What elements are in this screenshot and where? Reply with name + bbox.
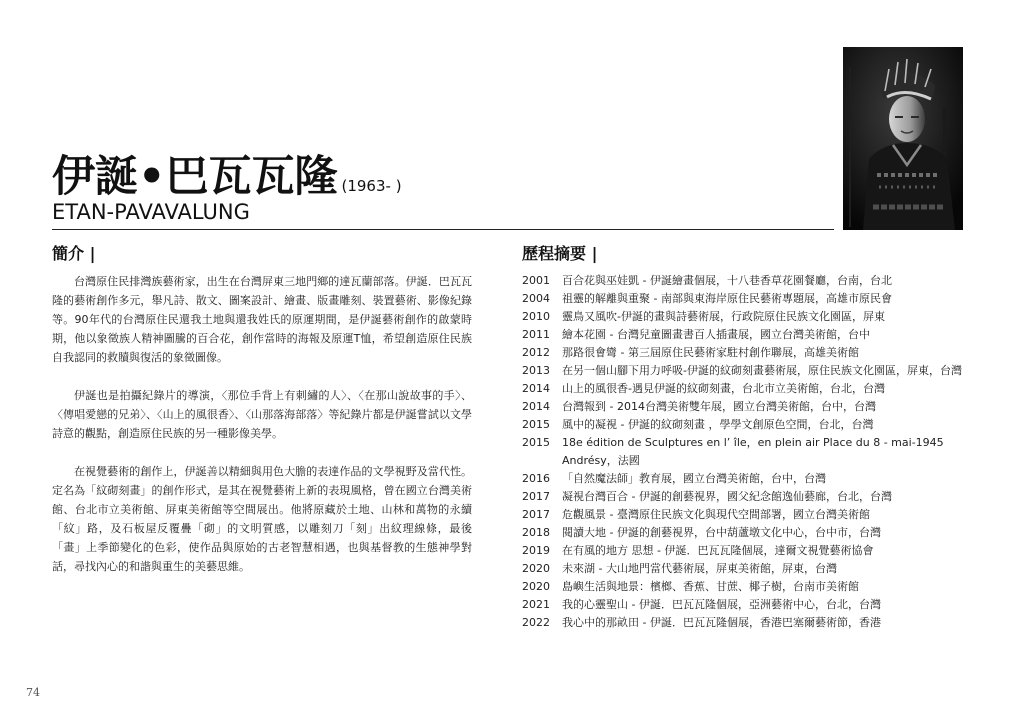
history-year: 2001 — [522, 274, 550, 287]
history-text: 山上的風很香-遇見伊誕的紋砌刻畫，台北市立美術館，台北，台灣 — [562, 382, 885, 395]
exhibition-history-list — [522, 272, 972, 632]
history-year: 2004 — [522, 292, 550, 305]
history-heading-text: 歷程摘要 — [522, 244, 587, 263]
history-year: 2021 — [522, 598, 550, 611]
history-text: 台灣報到 - 2014台灣美術雙年展，國立台灣美術館，台中，台灣 — [562, 400, 876, 413]
history-year: 2020 — [522, 580, 550, 593]
history-text: 我的心靈聖山 - 伊誕．巴瓦瓦隆個展，亞洲藝術中心，台北，台灣 — [562, 598, 881, 611]
history-item — [522, 542, 972, 560]
history-text: 風中的凝視 - 伊誕的紋砌刻畫 ，學學文創原色空間，台北，台灣 — [562, 418, 874, 431]
history-item — [522, 560, 972, 578]
history-year: 2014 — [522, 400, 550, 413]
portrait-image — [843, 47, 963, 230]
history-text: 未來湖 - 大山地門當代藝術展，屏東美術館，屏東，台灣 — [562, 562, 837, 575]
history-text: 在另一個山腳下用力呼吸-伊誕的紋砌刻畫藝術展，原住民族文化園區，屏東，台灣 — [562, 364, 962, 377]
history-item — [522, 578, 972, 596]
history-year: 2016 — [522, 472, 550, 485]
history-item — [522, 416, 972, 434]
history-year: 2022 — [522, 616, 550, 629]
history-item — [522, 398, 972, 416]
history-item — [522, 272, 972, 290]
history-item — [522, 596, 972, 614]
bio-paragraph: 伊誕也是拍攝紀錄片的導演，〈那位手背上有刺繡的人〉、〈在那山說故事的手〉、〈傳唱愛戀的兄弟〉、〈山上的風很香〉、〈山那落海部落〉等紀錄片都是伊誕嘗試以文學詩意的觀點，創造原住民族的另一種影像美學。 — [52, 389, 472, 440]
history-item — [522, 362, 972, 380]
history-year: 2015 — [522, 418, 550, 431]
history-year: 2015 — [522, 436, 550, 449]
history-year: 2018 — [522, 526, 550, 539]
history-year: 2011 — [522, 328, 550, 341]
history-text: 祖靈的解離與重聚 - 南部與東海岸原住民藝術專題展，高雄市原民會 — [562, 292, 892, 305]
history-year: 2012 — [522, 346, 550, 359]
history-item — [522, 614, 972, 632]
history-item — [522, 506, 972, 524]
history-text: 閱讀大地 - 伊誕的創藝視界，台中葫蘆墩文化中心，台中市，台灣 — [562, 526, 881, 539]
bio-paragraph: 在視覺藝術的創作上，伊誕善以精細與用色大膽的表達作品的文學視野及當代性。定名為「紋砌刻畫」的創作形式，是其在視覺藝術上新的表現風格，曾在國立台灣美術館、台北市立美術館、屏東美術館等空間展出。他將原藏於土地、山林和萬物的永續「紋」路，及石板屋反覆疊「砌」的文明質感，以雕刻刀「刻」出紋理線條，最後「畫」上季節變化的色彩，使作品與原始的古老智慧相遇，也與基督教的生態神學對話，尋找內心的和諧與重生的美藝思維。 — [52, 465, 472, 573]
history-year: 2017 — [522, 490, 550, 503]
history-year: 2013 — [522, 364, 550, 377]
history-item — [522, 488, 972, 506]
artist-name-english: ETAN-PAVAVALUNG — [52, 200, 250, 224]
history-text: 靈鳥又風吹-伊誕的畫與詩藝術展，行政院原住民族文化園區，屏東 — [562, 310, 885, 323]
history-item — [522, 308, 972, 326]
history-item — [522, 470, 972, 488]
history-item — [522, 326, 972, 344]
title-divider — [52, 229, 834, 230]
bio-paragraph: 台灣原住民排灣族藝術家，出生在台灣屏東三地門鄉的達瓦蘭部落。伊誕．巴瓦瓦隆的藝術創作多元，舉凡詩、散文、圖案設計、繪畫、版畫雕刻、裝置藝術、影像紀錄等。90年代的台灣原住民還我土地與還我姓氏的原運期間，是伊誕藝術創作的啟蒙時期，他以象徵族人精神圖騰的百合花，創作當時的海報及原運T恤，希望創造原住民族自我認同的救贖與復活的象徵圖像。 — [52, 275, 472, 364]
artist-name-text: 伊誕•巴瓦瓦隆 — [52, 152, 338, 202]
history-text: 「自然魔法師」教育展，國立台灣美術館，台中，台灣 — [562, 472, 826, 485]
page-number: 74 — [26, 686, 40, 699]
history-text: 在有風的地方 思想 - 伊誕．巴瓦瓦隆個展，達爾文視覺藝術協會 — [562, 544, 874, 557]
artist-portrait-photo — [843, 47, 963, 230]
history-item — [522, 344, 972, 362]
history-year: 2017 — [522, 508, 550, 521]
intro-heading-text: 簡介 — [52, 244, 85, 263]
history-item — [522, 434, 972, 470]
history-year: 2019 — [522, 544, 550, 557]
history-year: 2020 — [522, 562, 550, 575]
history-year: 2014 — [522, 382, 550, 395]
history-text: 18e édition de Sculptures en l’ île，en plein air Place du 8 - mai-1945 Andrésy，法國 — [562, 436, 944, 467]
biography-text — [52, 272, 472, 595]
history-text: 凝視台灣百合 - 伊誕的創藝視界，國父紀念館逸仙藝廊，台北，台灣 — [562, 490, 892, 503]
history-item — [522, 290, 972, 308]
history-text: 繪本花園 - 台灣兒童圖畫書百人插畫展，國立台灣美術館，台中 — [562, 328, 870, 341]
history-text: 危觀風景 - 臺灣原住民族文化與現代空間部署，國立台灣美術館 — [562, 508, 870, 521]
history-text: 百合花與巫娃凱 - 伊誕繪畫個展，十八巷香草花園餐廳，台南，台北 — [562, 274, 892, 287]
history-text: 那路很會彎 - 第三屆原住民藝術家駐村創作聯展，高雄美術館 — [562, 346, 859, 359]
artist-years: (1963- ) — [341, 177, 402, 195]
intro-heading: 簡介 | — [52, 244, 96, 263]
history-item — [522, 380, 972, 398]
history-year: 2010 — [522, 310, 550, 323]
history-text: 島嶼生活與地景：檳榔、香蕉、甘蔗、椰子樹，台南市美術館 — [562, 580, 859, 593]
history-text: 我心中的那畝田 - 伊誕．巴瓦瓦隆個展，香港巴塞爾藝術節，香港 — [562, 616, 881, 629]
history-heading: 歷程摘要 | — [522, 244, 598, 263]
history-item — [522, 524, 972, 542]
